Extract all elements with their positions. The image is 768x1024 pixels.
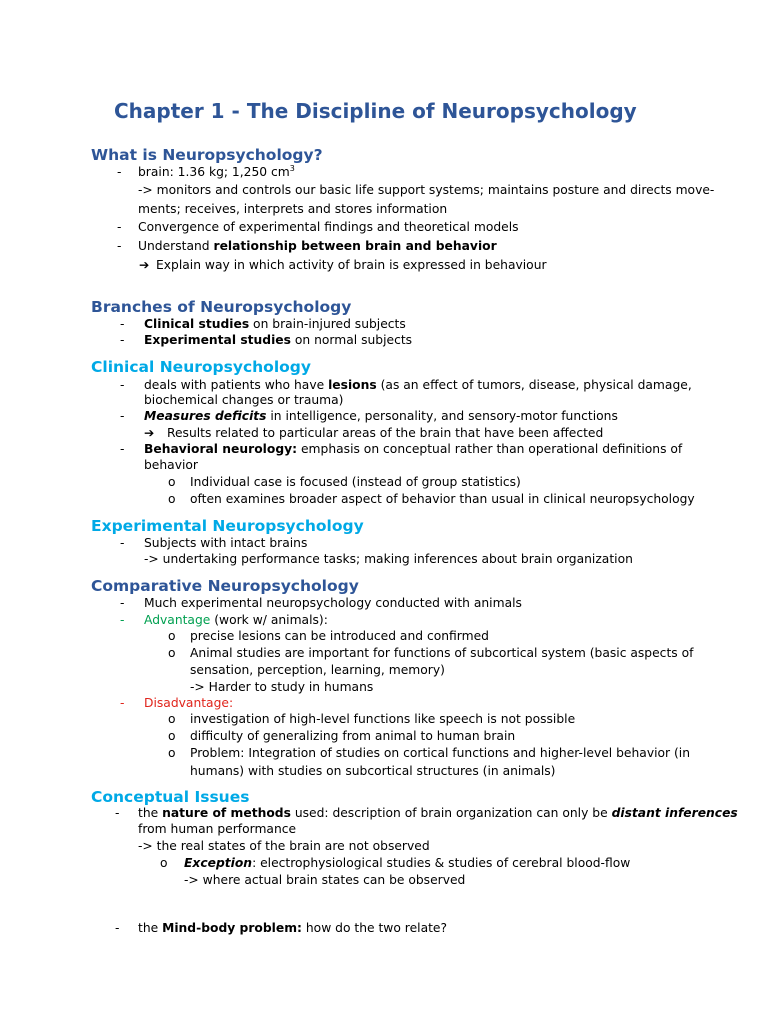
text-line: Exception: electrophysiological studies & studies of cerebral blood-flow	[184, 856, 631, 870]
text-line: Clinical studies on brain-injured subjects	[144, 317, 406, 331]
text-line: -> monitors and controls our basic life support systems; maintains posture and directs move-	[138, 183, 715, 197]
dash-bullet: -	[117, 165, 122, 179]
dash-bullet: -	[120, 536, 125, 550]
arrow-icon: ➔	[139, 258, 150, 272]
circle-bullet: o	[168, 712, 176, 726]
text-line: difficulty of generalizing from animal to human brain	[190, 729, 516, 743]
circle-bullet: o	[168, 475, 176, 489]
text-line: -> where actual brain states can be observed	[184, 873, 466, 887]
text-line: Understand relationship between brain and behavior	[138, 239, 497, 253]
text-line: the Mind-body problem: how do the two relate?	[138, 921, 448, 935]
dash-bullet: -	[117, 239, 122, 253]
text-line: deals with patients who have lesions (as an effect of tumors, disease, physical damage,	[144, 378, 692, 392]
dash-bullet: -	[120, 409, 125, 423]
text-line: Convergence of experimental findings and theoretical models	[138, 220, 519, 234]
text-line: ments; receives, interprets and stores information	[138, 202, 448, 216]
arrow-icon: ➔	[144, 426, 155, 440]
circle-bullet: o	[168, 646, 176, 660]
dash-bullet: -	[120, 696, 125, 710]
heading-experimental: Experimental Neuropsychology	[91, 517, 364, 535]
heading-comparative: Comparative Neuropsychology	[91, 577, 359, 595]
text-line: Much experimental neuropsychology conducted with animals	[144, 596, 522, 610]
heading-branches: Branches of Neuropsychology	[91, 298, 352, 316]
text-line: Animal studies are important for functions of subcortical system (basic aspects of	[190, 646, 694, 660]
text-line: -> the real states of the brain are not observed	[138, 839, 430, 853]
text-line: Results related to particular areas of the brain that have been affected	[167, 426, 604, 440]
dash-bullet: -	[117, 220, 122, 234]
dash-bullet: -	[120, 596, 125, 610]
dash-bullet: -	[120, 333, 125, 347]
text-line: humans) with studies on subcortical structures (in animals)	[190, 764, 556, 778]
text-line: brain: 1.36 kg; 1,250 $cm^3$	[138, 163, 295, 179]
dash-bullet: -	[115, 806, 120, 820]
dash-bullet: -	[115, 921, 120, 935]
circle-bullet: o	[160, 856, 168, 870]
text-line: sensation, perception, learning, memory)	[190, 663, 445, 677]
circle-bullet: o	[168, 492, 176, 506]
text-line: -> undertaking performance tasks; making inferences about brain organization	[144, 552, 633, 566]
dash-bullet: -	[120, 317, 125, 331]
heading-clinical: Clinical Neuropsychology	[91, 358, 311, 376]
text-line: often examines broader aspect of behavior than usual in clinical neuropsychology	[190, 492, 695, 506]
heading-conceptual-issues: Conceptual Issues	[91, 788, 250, 806]
text-line: -> Harder to study in humans	[190, 680, 374, 694]
text-line: biochemical changes or trauma)	[144, 393, 344, 407]
text-line: Disadvantage:	[144, 696, 234, 710]
dash-bullet: -	[120, 442, 125, 456]
text-line: behavior	[144, 458, 198, 472]
text-line: investigation of high-level functions like speech is not possible	[190, 712, 576, 726]
circle-bullet: o	[168, 629, 176, 643]
text-line: Subjects with intact brains	[144, 536, 308, 550]
text-line: Experimental studies on normal subjects	[144, 333, 413, 347]
dash-bullet: -	[120, 378, 125, 392]
circle-bullet: o	[168, 729, 176, 743]
text-line: Problem: Integration of studies on cortical functions and higher-level behavior (in	[190, 746, 691, 760]
text-line: the nature of methods used: description of brain organization can only be distant inferences	[138, 806, 738, 820]
text-line: from human performance	[138, 822, 297, 836]
text-line: Measures deficits in intelligence, personality, and sensory-motor functions	[144, 409, 618, 423]
text-line: Explain way in which activity of brain is expressed in behaviour	[156, 258, 547, 272]
text-line: Individual case is focused (instead of group statistics)	[190, 475, 521, 489]
text-line: Behavioral neurology: emphasis on conceptual rather than operational definitions of	[144, 442, 683, 456]
circle-bullet: o	[168, 746, 176, 760]
dash-bullet: -	[120, 613, 125, 627]
page-title: Chapter 1 - The Discipline of Neuropsychology	[114, 99, 637, 123]
text-line: Advantage (work w/ animals):	[144, 613, 328, 627]
text-line: precise lesions can be introduced and confirmed	[190, 629, 489, 643]
heading-what-is-neuropsychology: What is Neuropsychology?	[91, 146, 323, 164]
